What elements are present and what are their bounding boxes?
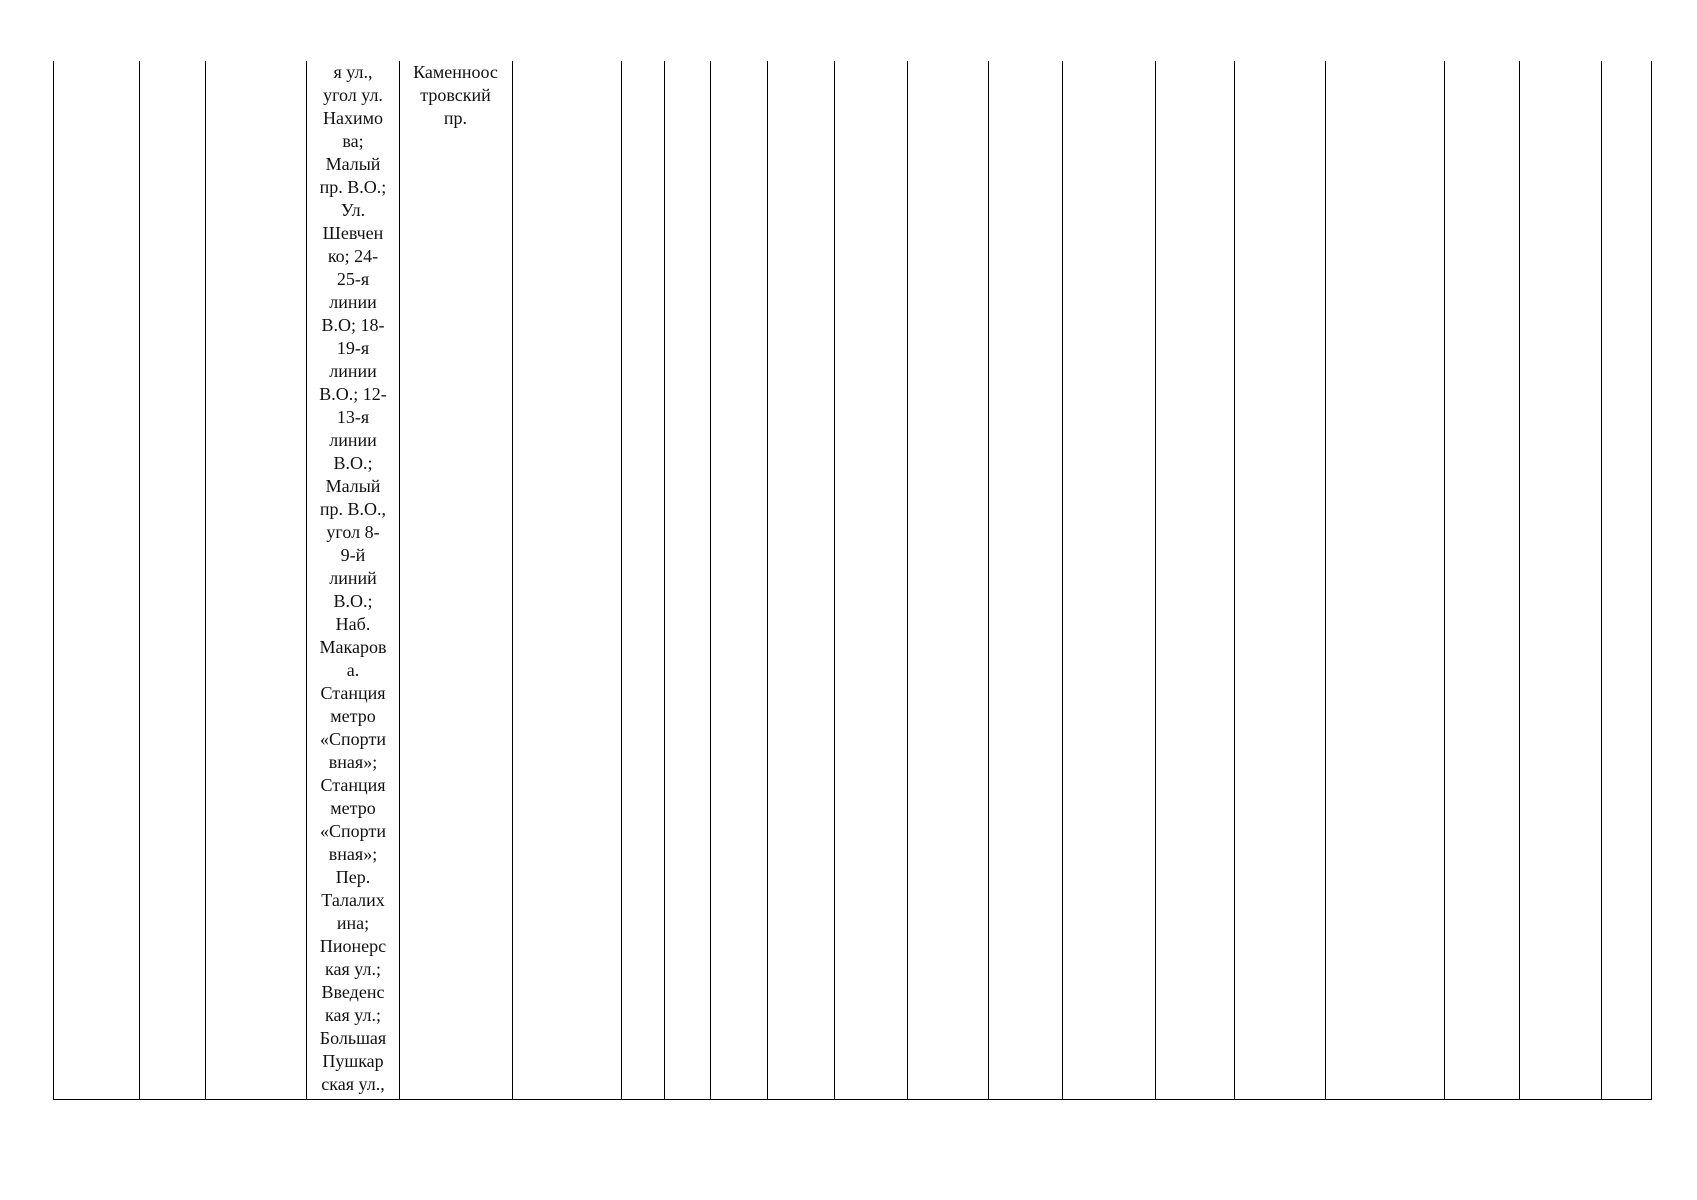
column-border	[710, 61, 711, 1100]
column-border	[907, 61, 908, 1100]
column-border	[1651, 61, 1652, 1100]
column-border	[1444, 61, 1445, 1100]
column-border	[664, 61, 665, 1100]
column-border	[1325, 61, 1326, 1100]
column-border	[767, 61, 768, 1100]
column-border	[399, 61, 400, 1100]
column-border	[205, 61, 206, 1100]
column-border	[834, 61, 835, 1100]
column-border	[1155, 61, 1156, 1100]
column-border	[139, 61, 140, 1100]
column-border	[1519, 61, 1520, 1100]
table-bottom-border	[53, 1099, 1652, 1100]
address-list-cell: я ул., угол ул. Нахимо ва; Малый пр. В.О.; Ул. Шевчен ко; 24- 25-я линии В.О; 18- 19-я линии В.О.; 12- 13-я линии В.О.; Малый пр. В.О., угол 8- 9-й линий В.О.; Наб. Макаров а. Станция метро «Спорти вная»; Станция метро «Спорти вная»; Пер. Талалих ина; Пионерс кая ул.; Введенс кая ул.; Большая Пушкар ская ул.,	[319, 62, 387, 1094]
column-border	[512, 61, 513, 1100]
column-border	[1234, 61, 1235, 1100]
column-border	[988, 61, 989, 1100]
street-name-cell: Каменноос тровский пр.	[413, 62, 498, 128]
column-border	[53, 61, 54, 1100]
column-border	[621, 61, 622, 1100]
column-border	[1062, 61, 1063, 1100]
column-border	[1601, 61, 1602, 1100]
